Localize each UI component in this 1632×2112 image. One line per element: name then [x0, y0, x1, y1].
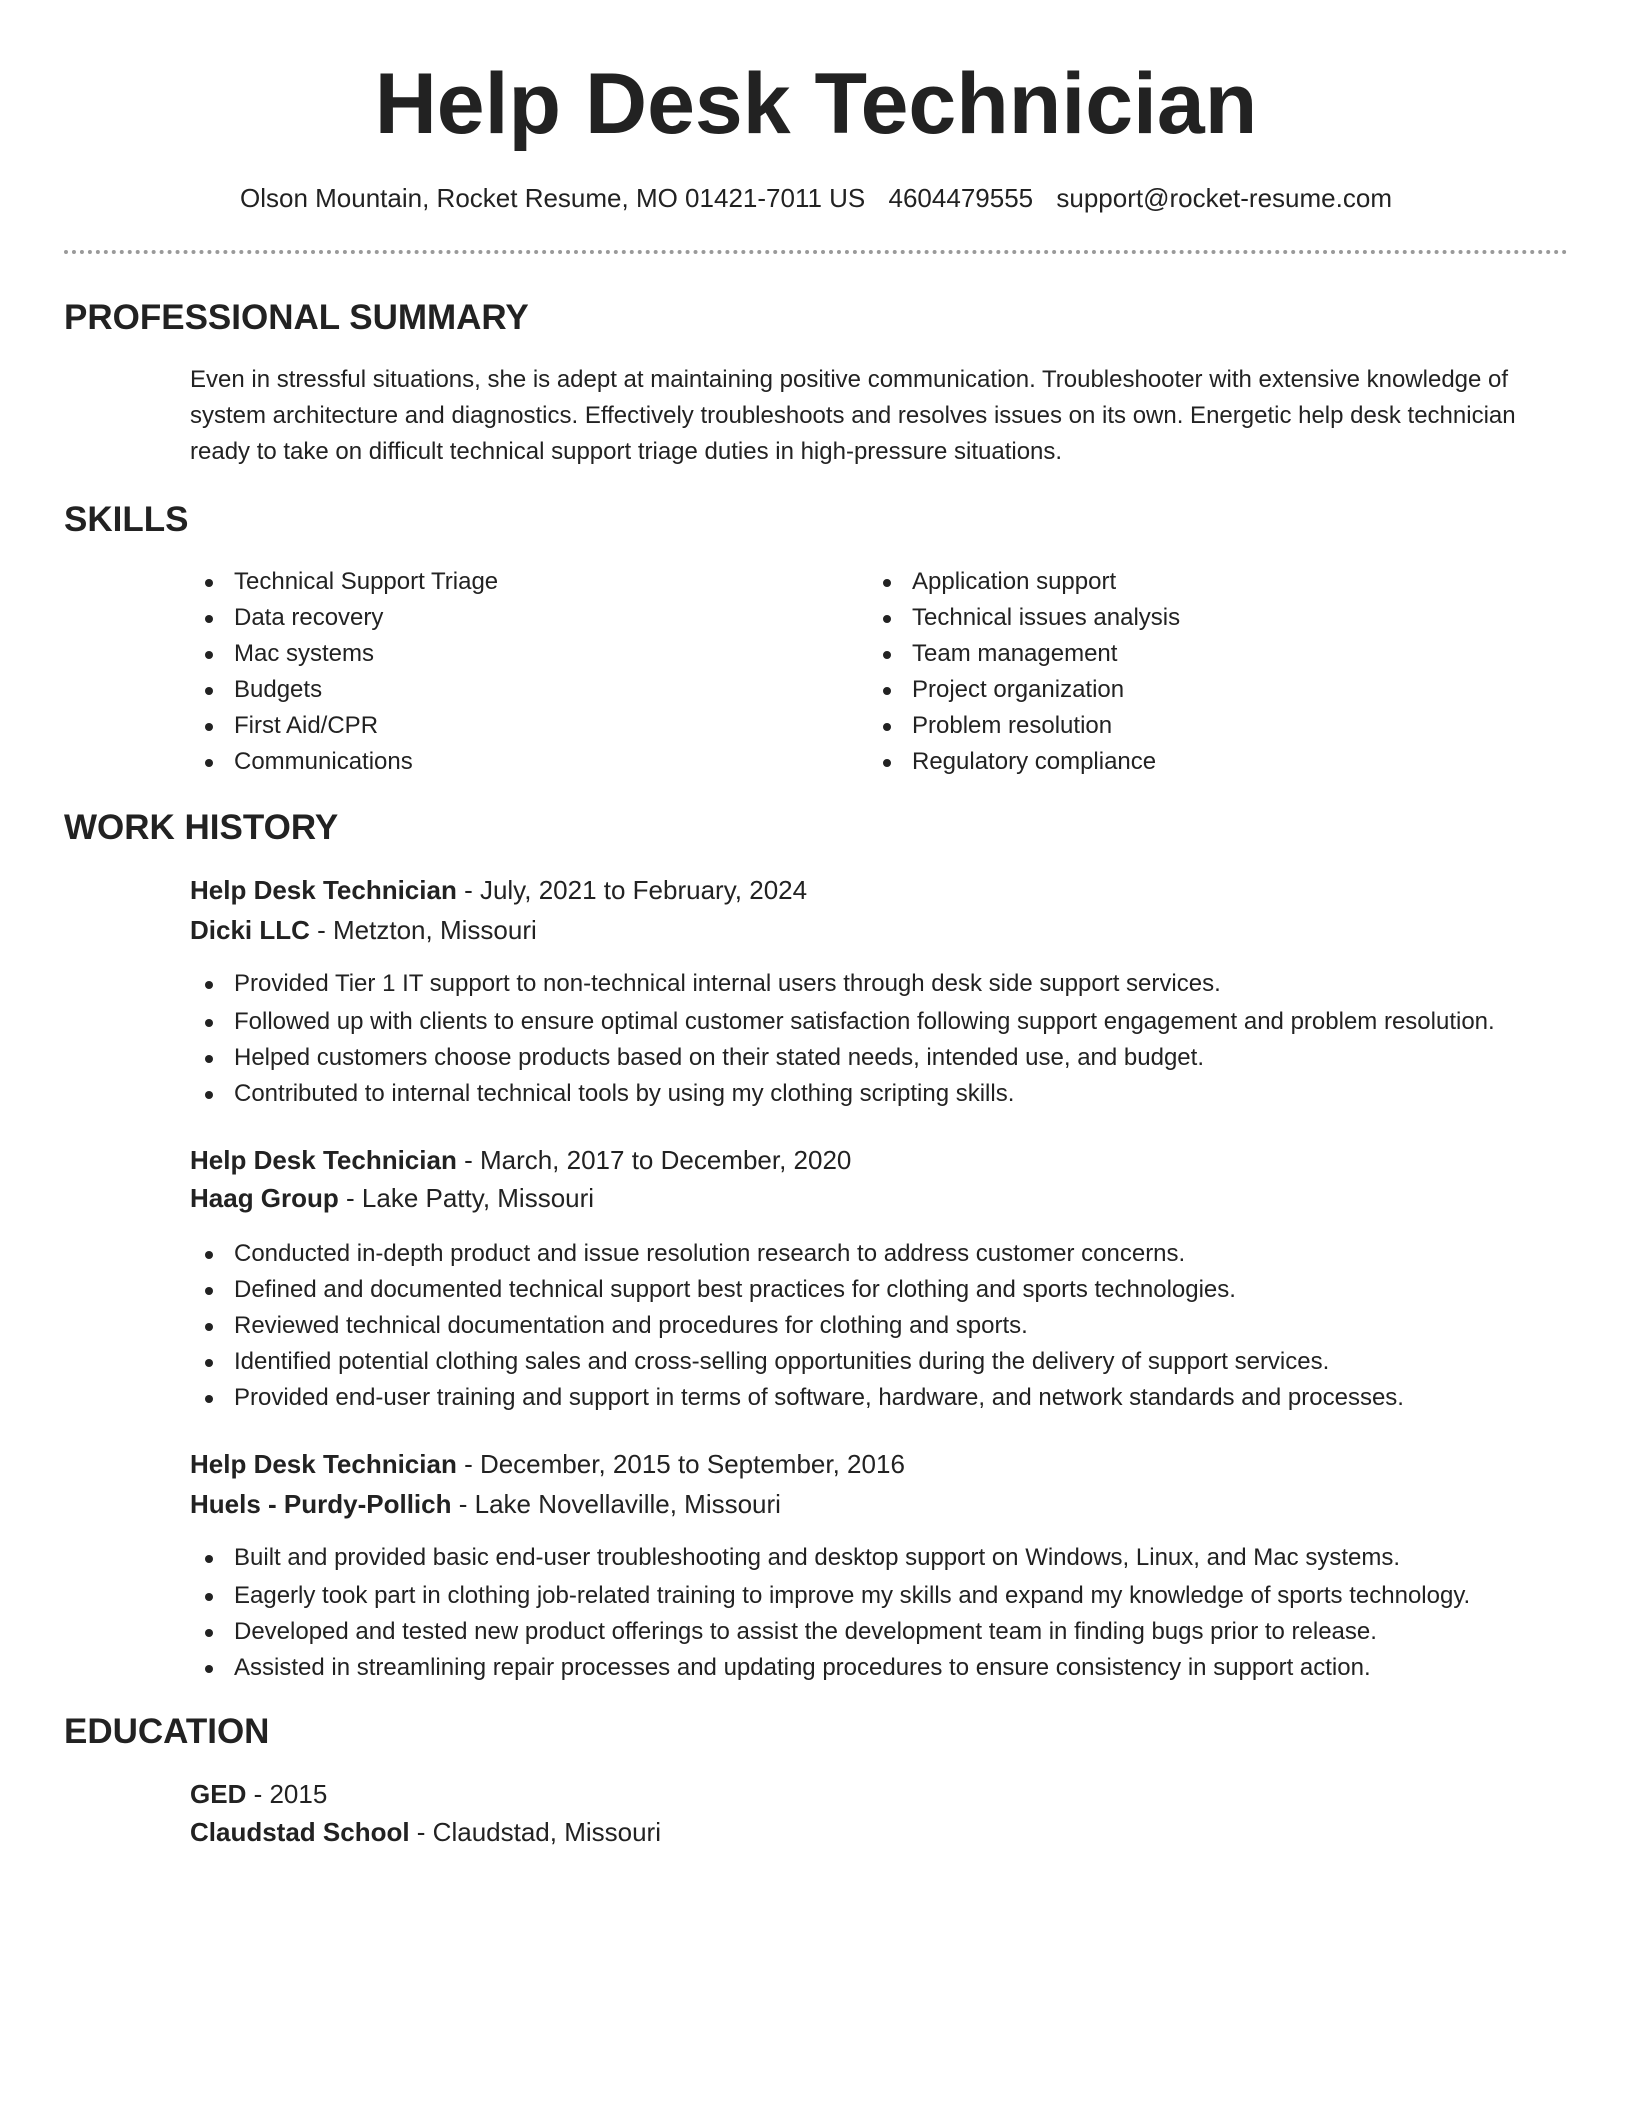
job-location: - Lake Patty, Missouri [338, 1183, 595, 1213]
skill-item: Technical Support Triage [190, 564, 498, 600]
skill-item: Communications [190, 744, 498, 780]
job-dates: - March, 2017 to December, 2020 [456, 1145, 852, 1175]
skill-item: Mac systems [190, 636, 498, 672]
job-bullet: Followed up with clients to ensure optimal customer satisfaction following support engagement and problem resolution. [190, 1004, 1495, 1040]
job-bullets [190, 1236, 1404, 1416]
education-school-line [190, 1814, 661, 1850]
education-year: - 2015 [246, 1779, 328, 1809]
job-title-line [190, 872, 807, 908]
job-title: Help Desk Technician [190, 875, 457, 905]
summary-text: Even in stressful situations, she is adept at maintaining positive communication. Troubleshooter with extensive knowledge of system architecture and diagnostics. Effectively troubleshoots and resolves issues on its own. Energetic help desk technician ready to take on difficult technical support triage duties in high-pressure situations. [190, 366, 1516, 465]
job-company: Dicki LLC [190, 915, 310, 945]
job-title-line [190, 1446, 905, 1482]
skill-item: First Aid/CPR [190, 708, 498, 744]
skills-heading: SKILLS [64, 500, 189, 539]
contact-address: Olson Mountain, Rocket Resume, MO 01421-7011 US [240, 183, 866, 213]
skill-item: Data recovery [190, 600, 498, 636]
job-title: Help Desk Technician [190, 1145, 457, 1175]
candidate-name: Help Desk Technician [374, 56, 1258, 152]
job-company: Huels - Purdy-Pollich [190, 1489, 452, 1519]
job-bullet: Reviewed technical documentation and procedures for clothing and sports. [190, 1308, 1404, 1344]
job-company-line [190, 1180, 594, 1216]
job-bullet: Built and provided basic end-user troubleshooting and desktop support on Windows, Linux, and Mac systems. [190, 1540, 1470, 1576]
skill-item: Budgets [190, 672, 498, 708]
job-bullet: Conducted in-depth product and issue resolution research to address customer concerns. [190, 1236, 1404, 1272]
job-title-line [190, 1142, 851, 1178]
skill-item: Application support [868, 564, 1180, 600]
job-company-line [190, 1486, 781, 1522]
job-bullet: Helped customers choose products based on their stated needs, intended use, and budget. [190, 1040, 1495, 1076]
job-bullet: Assisted in streamlining repair processes and updating procedures to ensure consistency in support action. [190, 1650, 1470, 1686]
skill-item: Problem resolution [868, 708, 1180, 744]
skill-item: Project organization [868, 672, 1180, 708]
skills-list-left [190, 564, 498, 780]
job-bullet: Provided end-user training and support in terms of software, hardware, and network standards and processes. [190, 1380, 1404, 1416]
education-school: Claudstad School [190, 1817, 410, 1847]
job-bullet: Developed and tested new product offerings to assist the development team in finding bugs prior to release. [190, 1614, 1470, 1650]
job-location: - Lake Novellaville, Missouri [451, 1489, 781, 1519]
job-bullet: Provided Tier 1 IT support to non-technical internal users through desk side support services. [190, 966, 1495, 1002]
job-company-line [190, 912, 537, 948]
contact-email[interactable]: support@rocket-resume.com [1056, 183, 1392, 213]
work-heading: WORK HISTORY [64, 808, 339, 847]
skill-item: Technical issues analysis [868, 600, 1180, 636]
job-location: - Metzton, Missouri [309, 915, 537, 945]
job-bullet: Defined and documented technical support best practices for clothing and sports technologies. [190, 1272, 1404, 1308]
skill-item: Regulatory compliance [868, 744, 1180, 780]
job-bullets [190, 966, 1495, 1112]
summary-heading: PROFESSIONAL SUMMARY [64, 298, 529, 337]
contact-line [0, 180, 1632, 216]
education-location: - Claudstad, Missouri [409, 1817, 661, 1847]
job-dates: - July, 2021 to February, 2024 [456, 875, 808, 905]
job-bullet: Eagerly took part in clothing job-related training to improve my skills and expand my knowledge of sports technology. [190, 1578, 1470, 1614]
education-degree-line [190, 1776, 327, 1812]
education-degree: GED [190, 1779, 247, 1809]
contact-phone: 4604479555 [888, 183, 1034, 213]
job-bullet: Contributed to internal technical tools by using my clothing scripting skills. [190, 1076, 1495, 1112]
job-dates: - December, 2015 to September, 2016 [456, 1449, 905, 1479]
skills-list-right [868, 564, 1180, 780]
job-bullet: Identified potential clothing sales and cross-selling opportunities during the delivery of support services. [190, 1344, 1404, 1380]
job-title: Help Desk Technician [190, 1449, 457, 1479]
header-divider [64, 250, 1568, 254]
job-bullets [190, 1540, 1470, 1686]
education-heading: EDUCATION [64, 1712, 270, 1751]
job-company: Haag Group [190, 1183, 339, 1213]
skill-item: Team management [868, 636, 1180, 672]
